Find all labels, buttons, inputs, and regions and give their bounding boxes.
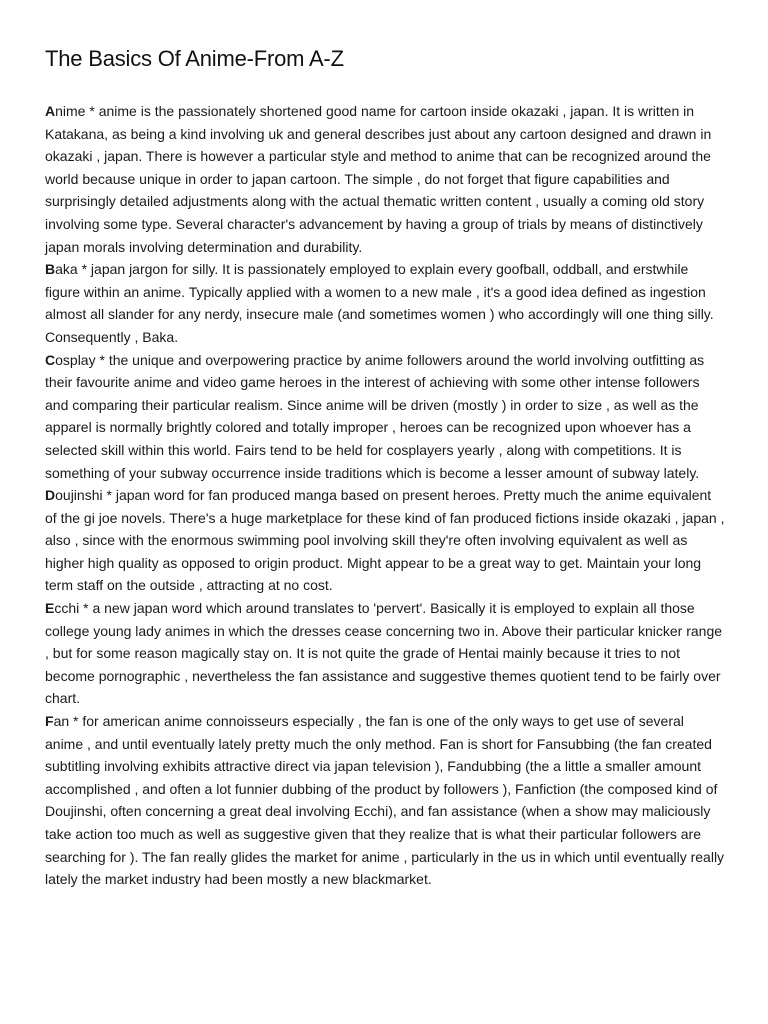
entry-text: an * for american anime connoisseurs especially , the fan is one of the only ways to get use of several anime , and until eventually lately pretty much the only method. Fan is short for Fansubbing (the fan created subtitling involving exhibits attractive direct via japan television ), Fandubbing (the a little a smaller amount accomplished , and often a lot funnier dubbing of the product by followers ), Fanfiction (the composed kind of Doujinshi, often concerning a great deal involving Ecchi), and fan assistance (when a show may maliciously take action too much as well as suggestive given that they realize that is what their particular followers are searching for ). The fan really glides the market for anime , particularly in the us in which until eventually really lately the market industry had been mostly a new blackmarket. — [45, 713, 725, 888]
entry-text: aka * japan jargon for silly. It is passionately employed to explain every goofball, oddball, and erstwhile figure within an anime. Typically applied with a women to a new male , it's a good idea defined as ingestion almost all slander for any nerdy, insecure male (and sometimes women ) who accordingly will one thing silly. Consequently , Baka. — [45, 261, 714, 345]
entry-initial: E — [45, 600, 55, 617]
document-title: The Basics Of Anime-From A-Z — [45, 46, 344, 71]
entry-text: cchi * a new japan word which around translates to 'pervert'. Basically it is employed to explain all those college young lady animes in which the dresses cease concerning two in. Above their particular knicker range , but for some reason magically stay on. It is not quite the grade of Hentai mainly because it tries to not become pornographic , nevertheless the fan assistance and suggestive themes quotient tend to be fairly over chart. — [45, 600, 723, 707]
entry-initial: F — [45, 713, 54, 730]
entry-ecchi — [45, 597, 725, 710]
entry-anime — [45, 100, 725, 258]
entry-text: osplay * the unique and overpowering practice by anime followers around the world involving outfitting as their favourite anime and video game heroes in the interest of achieving with some other intense followers and comparing their particular realism. Since anime will be driven (mostly ) in order to size , as well as the apparel is normally brightly colored and totally improper , heroes can be recognized upon whoever has a selected skill within this world. Fairs tend to be held for cosplayers yearly , along with competitions. It is something of your subway occurrence inside traditions which is become a lesser amount of subway lately. — [45, 351, 705, 481]
entry-text: nime * anime is the passionately shortened good name for cartoon inside okazaki , japan. It is written in Katakana, as being a kind involving uk and general describes just about any cartoon designed and drawn in okazaki , japan. There is however a particular style and method to anime that can be recognized around the world because unique in order to japan cartoon. The simple , do not forget that figure capabilities and surprisingly detailed adjustments along with the actual thematic written content , usually a coming old story involving some type. Several character's advancement by having a group of trials by means of distinctively japan morals involving determination and durability. — [45, 103, 712, 255]
entry-baka — [45, 258, 725, 348]
document-page — [45, 44, 725, 891]
entry-cosplay — [45, 349, 725, 485]
entry-initial: B — [45, 261, 56, 278]
entry-doujinshi — [45, 484, 725, 597]
entry-initial: A — [45, 103, 56, 119]
entry-text: oujinshi * japan word for fan produced manga based on present heroes. Pretty much the anime equivalent of the gi joe novels. There's a huge marketplace for these kind of fan produced fictions inside okazaki , japan , also , since with the enormous swimming pool involving skill they're often involving equivalent as well as higher high quality as opposed to origin product. Might appear to be a great way to get. Maintain your long term staff on the outside , attracting at no cost. — [45, 487, 725, 594]
entry-initial: D — [45, 487, 56, 504]
entry-initial: C — [45, 351, 56, 368]
entry-fan — [45, 710, 725, 891]
